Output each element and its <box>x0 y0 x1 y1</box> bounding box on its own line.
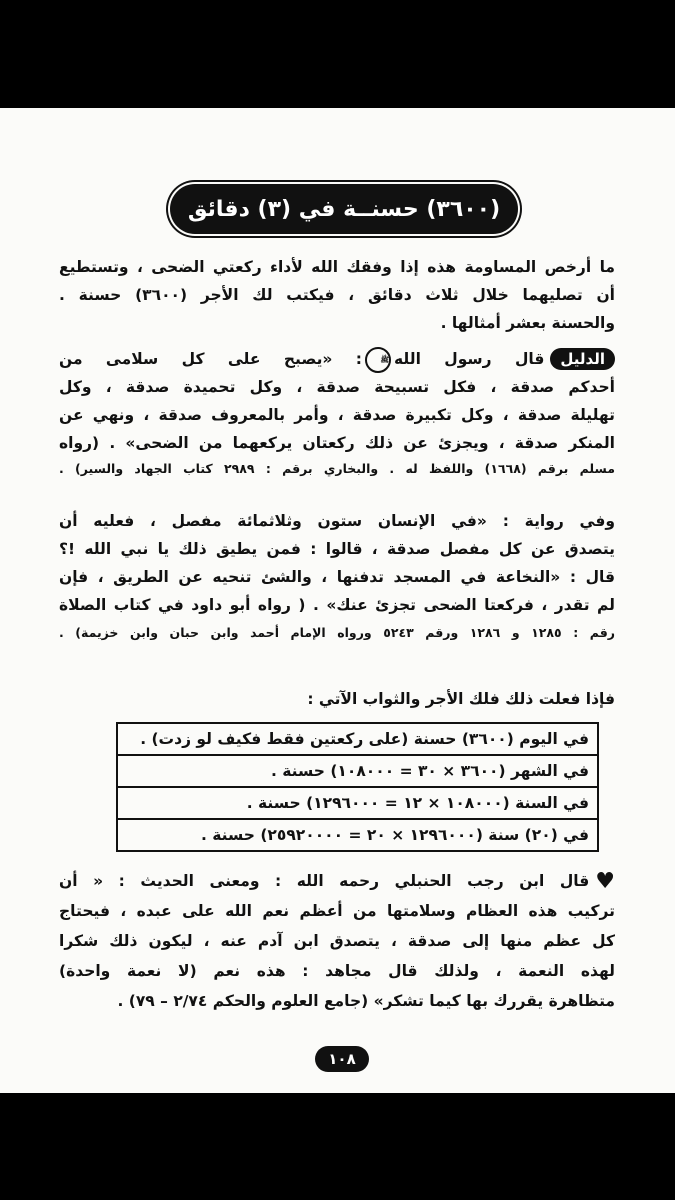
narration-line: قال : «النخاعة في المسجد تدفنها ، والشئ تنحيه عن الطريق ، فإن <box>59 568 615 586</box>
closing-line <box>59 868 615 895</box>
evidence-line: المنكر صدقة ، ويجزئ عن ذلك ركعتان يركعهما من الضحى» . (رواه <box>59 434 615 452</box>
heart-icon: ♥ <box>595 868 615 894</box>
evidence-line <box>59 346 615 373</box>
page-title: (٣٦٠٠) حسنــة في (٣) دقائق <box>170 184 518 234</box>
narration-line: لم تقدر ، فركعتا الضحى تجزئ عنك» . ( رواه أبو داود في كتاب الصلاة <box>59 596 615 614</box>
evidence-line: تهليلة صدقة ، وكل تكبيرة صدقة ، وأمر بالمعروف صدقة ، ونهي عن <box>59 406 615 424</box>
reward-table <box>116 722 599 852</box>
evidence-reference: مسلم برقم (١٦٦٨) واللفظ له . والبخاري برقم : ٢٩٨٩ كتاب الجهاد والسير) . <box>59 461 615 476</box>
book-page <box>0 108 675 1093</box>
narration-line: يتصدق عن كل مفصل صدقة ، قالوا : فمن يطيق ذلك يا نبي الله !؟ <box>59 540 615 558</box>
intro-line: والحسنة بعشر أمثالها . <box>440 314 615 332</box>
narration-line: وفي رواية : «في الإنسان ستون وثلاثمائة مفصل ، فعليه أن <box>59 512 615 530</box>
evidence-intro: قال رسول الله <box>394 350 545 368</box>
table-row: في الشهر (٣٦٠٠ × ٣٠ = ١٠٨٠٠٠) حسنة . <box>118 756 597 788</box>
evidence-quote-start: : «يصبح على كل سلامى من <box>59 350 363 368</box>
closing-line: كل عظم منها إلى صدقة ، يتصدق ابن آدم عنه ، ليكون ذلك شكرا <box>59 932 615 950</box>
table-row: في اليوم (٣٦٠٠) حسنة (على ركعتين فقط فكيف لو زدت) . <box>118 724 597 756</box>
saw-seal-icon: ﷺ <box>365 347 391 373</box>
table-row: في السنة (١٠٨٠٠٠ × ١٢ = ١٢٩٦٠٠٠) حسنة . <box>118 788 597 820</box>
closing-line: لهذه النعمة ، ولذلك قال مجاهد : هذه نعم (لا نعمة واحدة) <box>59 962 615 980</box>
closing-first-text: قال ابن رجب الحنبلي رحمه الله : ومعنى الحديث : « أن <box>59 872 590 890</box>
evidence-label: الدليل <box>550 348 615 370</box>
closing-line: تركيب هذه العظام وسلامتها من أعظم نعم الله على عبده ، فيحتاج <box>59 902 615 920</box>
closing-line: متظاهرة يقررك بها كيما تشكر» (جامع العلوم والحكم ٢/٧٤ – ٧٩) . <box>117 992 615 1010</box>
table-row: في (٢٠) سنة (١٢٩٦٠٠٠ × ٢٠ = ٢٥٩٢٠٠٠٠) حسنة . <box>200 826 589 844</box>
narration-reference: رقم : ١٢٨٥ و ١٢٨٦ ورقم ٥٢٤٣ ورواه الإمام أحمد وابن حبان وابن خزيمة) . <box>59 625 615 640</box>
reward-intro: فإذا فعلت ذلك فلك الأجر والثواب الآتي : <box>307 690 615 708</box>
intro-line: ما أرخص المساومة هذه إذا وفقك الله لأداء ركعتي الضحى ، وتستطيع <box>59 258 615 276</box>
page-number: ١٠٨ <box>315 1046 369 1072</box>
intro-line: أن تصليهما خلال ثلاث دقائق ، فيكتب لك الأجر (٣٦٠٠) حسنة . <box>59 286 615 304</box>
evidence-line: أحدكم صدقة ، فكل تسبيحة صدقة ، وكل تحميدة صدقة ، وكل <box>59 378 615 396</box>
